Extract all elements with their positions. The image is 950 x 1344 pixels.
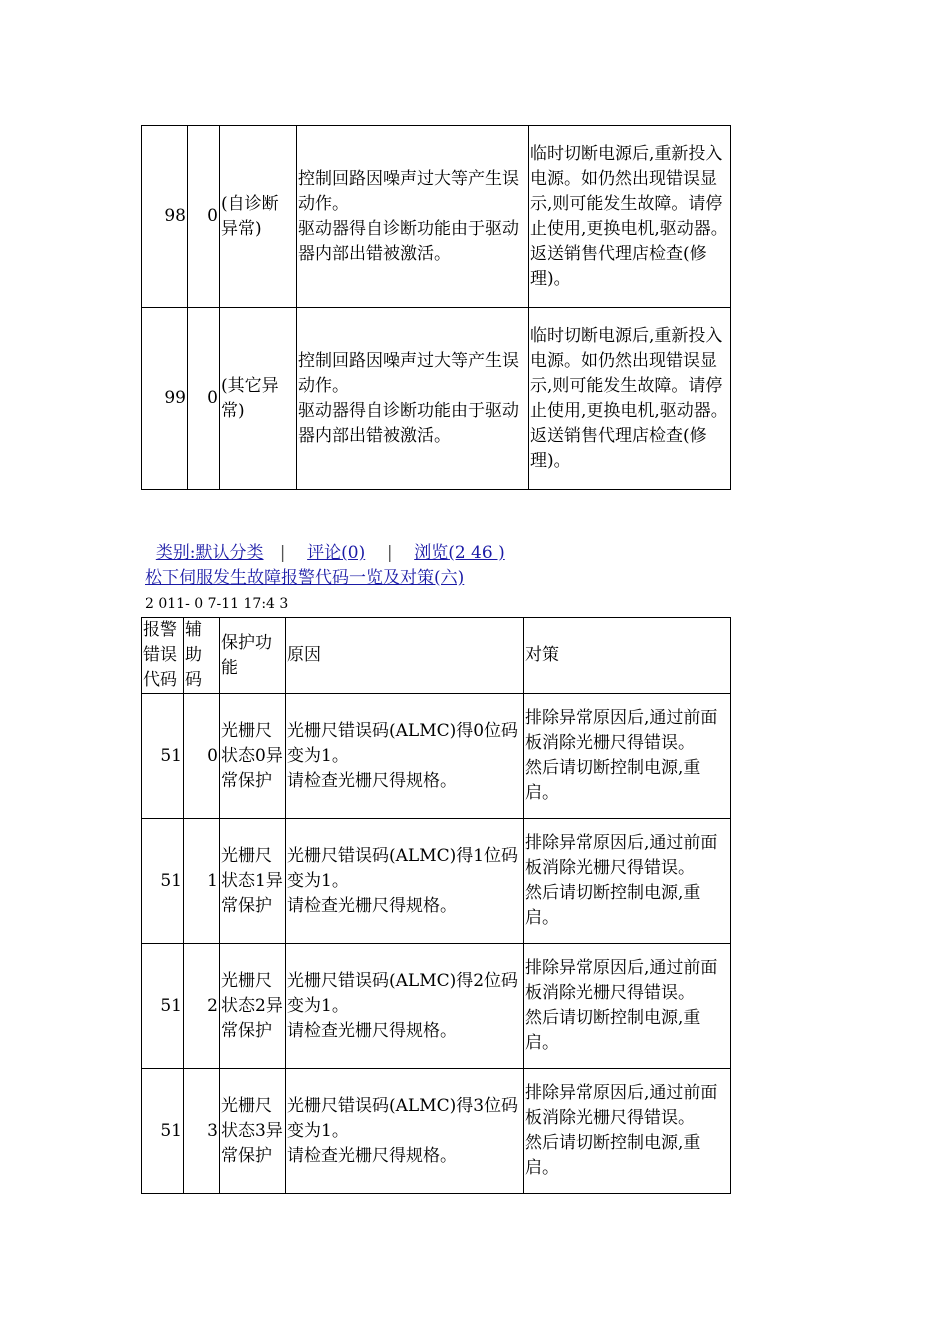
cause-line: 请检查光栅尺得规格。 <box>287 770 457 791</box>
header-function: 保护功能 <box>220 618 286 694</box>
aux-code: 0 <box>188 308 220 490</box>
action-cell <box>524 1069 731 1194</box>
table-row <box>142 308 731 490</box>
cause-line: 控制回路因噪声过大等产生误动作。 <box>298 168 519 214</box>
article-date: 2 011- 0 7-11 17:4 3 <box>145 596 289 612</box>
action-line: 排除异常原因后,通过前面板消除光栅尺得错误。 <box>525 958 718 1003</box>
cause-line: 控制回路因噪声过大等产生误动作。 <box>298 350 519 396</box>
article-title-link[interactable]: 松下伺服发生故障报警代码一览及对策(六) <box>145 568 465 588</box>
aux-code: 2 <box>184 944 220 1069</box>
protection-function: 光栅尺状态2异常保护 <box>220 944 286 1069</box>
cause-line: 驱动器得自诊断功能由于驱动器内部出错被激活。 <box>298 400 519 446</box>
protection-function: 光栅尺状态3异常保护 <box>220 1069 286 1194</box>
cause-line: 光栅尺错误码(ALMC)得0位码变为1。 <box>287 720 519 766</box>
cause-cell <box>286 819 524 944</box>
protection-function: 光栅尺状态1异常保护 <box>220 819 286 944</box>
action-line: 然后请切断控制电源,重启。 <box>525 758 701 803</box>
separator: | <box>279 543 286 563</box>
alarm-code: 51 <box>142 694 184 819</box>
alarm-table-continued <box>141 125 731 490</box>
table-row <box>142 126 731 308</box>
protection-function: (自诊断异常) <box>220 126 297 308</box>
comments-link[interactable]: 评论(0) <box>307 543 366 563</box>
table-row <box>142 694 731 819</box>
aux-code: 0 <box>184 694 220 819</box>
cause-cell <box>297 308 529 490</box>
category-link[interactable]: 类别:默认分类 <box>155 543 264 563</box>
cause-line: 光栅尺错误码(ALMC)得1位码变为1。 <box>287 845 519 891</box>
aux-code: 0 <box>188 126 220 308</box>
separator: | <box>386 543 393 563</box>
action-cell <box>524 694 731 819</box>
header-action: 对策 <box>524 618 731 694</box>
table-row <box>142 944 731 1069</box>
alarm-code: 51 <box>142 819 184 944</box>
cause-cell <box>286 944 524 1069</box>
action-cell <box>524 819 731 944</box>
cause-cell <box>297 126 529 308</box>
cause-line: 驱动器得自诊断功能由于驱动器内部出错被激活。 <box>298 218 519 264</box>
action-line: 然后请切断控制电源,重启。 <box>525 1133 701 1178</box>
cause-line: 请检查光栅尺得规格。 <box>287 1145 457 1166</box>
action-line: 排除异常原因后,通过前面板消除光栅尺得错误。 <box>525 1083 718 1128</box>
alarm-table <box>141 617 731 1194</box>
alarm-code: 51 <box>142 1069 184 1194</box>
action-cell: 临时切断电源后,重新投入电源。如仍然出现错误显示,则可能发生故障。请停止使用,更换电机,驱动器。返送销售代理店检查(修理)。 <box>529 126 731 308</box>
protection-function: (其它异常) <box>220 308 297 490</box>
action-line: 然后请切断控制电源,重启。 <box>525 883 701 928</box>
table-row <box>142 1069 731 1194</box>
aux-code: 3 <box>184 1069 220 1194</box>
cause-line: 请检查光栅尺得规格。 <box>287 1020 457 1041</box>
alarm-code: 99 <box>142 308 188 490</box>
action-line: 排除异常原因后,通过前面板消除光栅尺得错误。 <box>525 833 718 878</box>
cause-line: 请检查光栅尺得规格。 <box>287 895 457 916</box>
table-row <box>142 819 731 944</box>
header-row <box>142 618 731 694</box>
post-links <box>145 516 505 566</box>
action-cell: 临时切断电源后,重新投入电源。如仍然出现错误显示,则可能发生故障。请停止使用,更换电机,驱动器。返送销售代理店检查(修理)。 <box>529 308 731 490</box>
action-cell <box>524 944 731 1069</box>
cause-line: 光栅尺错误码(ALMC)得3位码变为1。 <box>287 1095 519 1141</box>
action-line: 排除异常原因后,通过前面板消除光栅尺得错误。 <box>525 708 718 753</box>
alarm-code: 98 <box>142 126 188 308</box>
action-line: 然后请切断控制电源,重启。 <box>525 1008 701 1053</box>
header-alarm-code: 报警错误代码 <box>142 618 184 694</box>
cause-cell <box>286 1069 524 1194</box>
cause-line: 光栅尺错误码(ALMC)得2位码变为1。 <box>287 970 519 1016</box>
header-cause: 原因 <box>286 618 524 694</box>
protection-function: 光栅尺状态0异常保护 <box>220 694 286 819</box>
views-link[interactable]: 浏览(2 46 ) <box>414 543 505 563</box>
cause-cell <box>286 694 524 819</box>
alarm-code: 51 <box>142 944 184 1069</box>
aux-code: 1 <box>184 819 220 944</box>
header-aux-code: 辅助码 <box>184 618 220 694</box>
